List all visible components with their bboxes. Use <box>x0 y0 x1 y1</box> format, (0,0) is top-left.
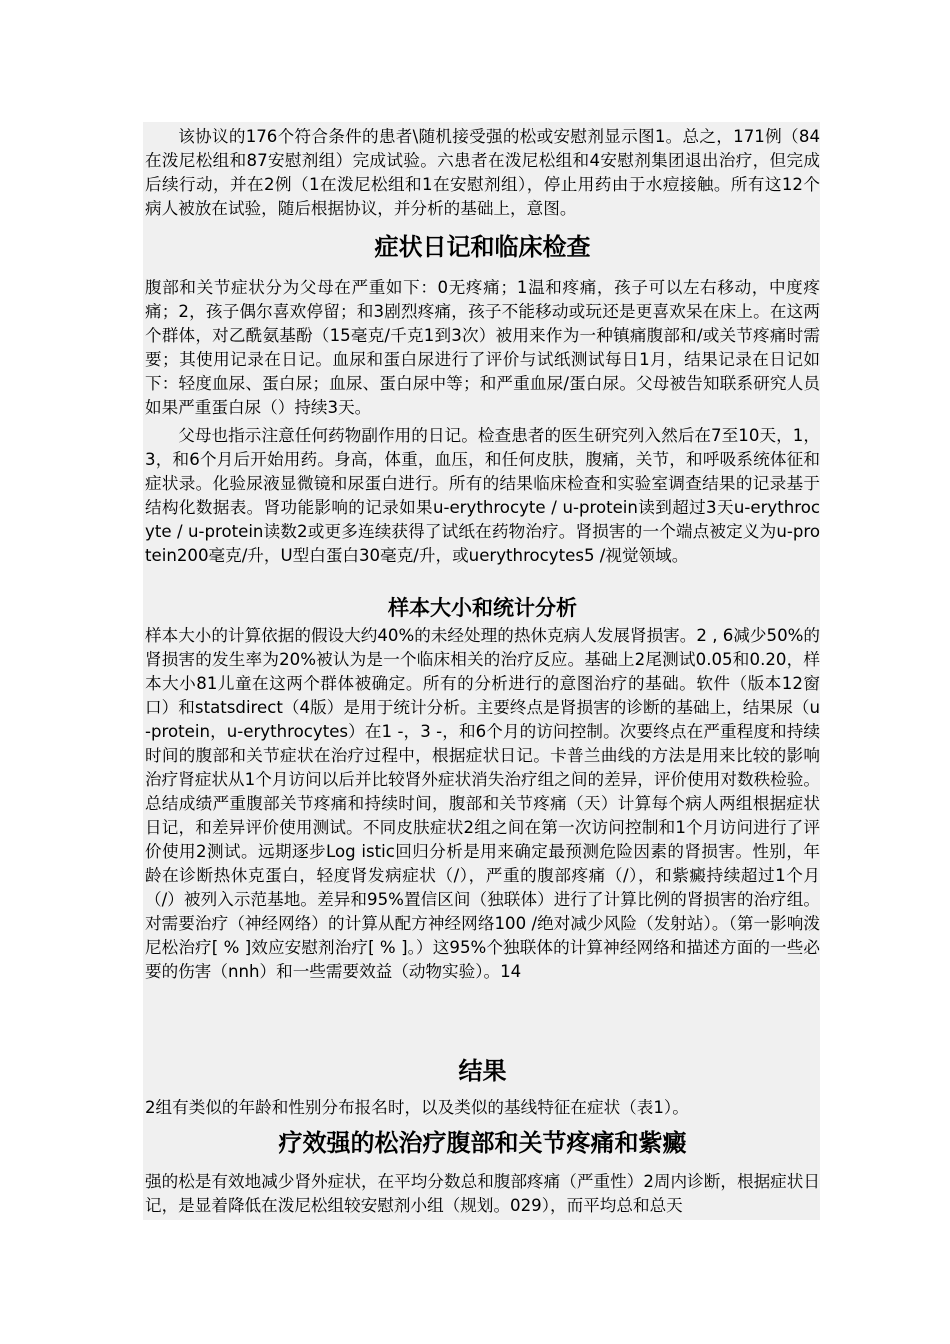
paragraph-clinical-exam: 父母也指示注意任何药物副作用的日记。检查患者的医生研究列入然后在7至10天，1，3，和6个月后开始用药。身高，体重，血压，和任何皮肤，腹痛，关节，和呼吸系统体征和症状录。化验尿液显微镜和尿蛋白进行。所有的结果临床检查和实验室调查结果的记录基于结构化数据表。肾功能影响的记录如果u-erythrocyte / u-protein读到超过3天u-erythrocyte / u-protein读数2或更多连续获得了试纸在药物治疗。肾损害的一个端点被定义为u-protein200毫克/升，U型白蛋白30毫克/升，或uerythrocytes5 /视觉领域。 <box>145 426 820 565</box>
heading-prednisone-efficacy: 疗效强的松治疗腹部和关节疼痛和紫癜 <box>278 1129 687 1157</box>
heading-symptom-diary: 症状日记和临床检查 <box>374 233 591 261</box>
paragraph-statistics: 样本大小的计算依据的假设大约40%的未经处理的热休克病人发展肾损害。2 , 6减少50%的肾损害的发生率为20%被认为是一个临床相关的治疗反应。基础上2尾测试0.05和0.20，样本大小81儿童在这两个群体被确定。所有的分析进行的意图治疗的基础。软件（版本12窗口）和statsdirect（4版）是用于统计分析。主要终点是肾损害的诊断的基础上，结果尿（u-protein，u-erythrocytes）在1 -，3 -，和6个月的访问控制。次要终点在严重程度和持续时间的腹部和关节症状在治疗过程中，根据症状日记。卡普兰曲线的方法是用来比较的影响治疗肾症状从1个月访问以后并比较肾外症状消失治疗组之间的差异，评价使用对数秩检验。总结成绩严重腹部关节疼痛和持续时间，腹部和关节疼痛（天）计算每个病人两组根据症状日记，和差异评价使用测试。不同皮肤症状2组之间在第一次访问控制和1个月访问进行了评价使用2测试。远期逐步Log istic回归分析是用来确定最预测危险因素的肾损害。性别，年龄在诊断热休克蛋白，轻度肾发病症状（/），严重的腹部疼痛（/），和紫癜持续超过1个月（/）被列入示范基地。差异和95%置信区间（独联体）进行了计算比例的肾损害的治疗组。对需要治疗（神经网络）的计算从配方神经网络100 /绝对减少风险（发射站）。（第一影响泼尼松治疗[ % ]效应安慰剂治疗[ % ]。）这95%个独联体的计算神经网络和描述方面的一些必要的伤害（nnh）和一些需要效益（动物实验）。14 <box>145 626 820 981</box>
paragraph-efficacy: 强的松是有效地减少肾外症状，在平均分数总和腹部疼痛（严重性）2周内诊断，根据症状日记，是显着降低在泼尼松组较安慰剂小组（规划。029），而平均总和总天 <box>145 1172 820 1215</box>
paragraph-symptom-scoring: 腹部和关节症状分为父母在严重如下：0无疼痛；1温和疼痛，孩子可以左右移动，中度疼痛；2，孩子偶尔喜欢停留；和3剧烈疼痛，孩子不能移动或玩还是更喜欢呆在床上。在这两个群体，对乙酰氨基酚（15毫克/千克1到3次）被用来作为一种镇痛腹部和/或关节疼痛时需要；其使用记录在日记。血尿和蛋白尿进行了评价与试纸测试每日1月，结果记录在日记如下：轻度血尿、蛋白尿；血尿、蛋白尿中等；和严重血尿/蛋白尿。父母被告知联系研究人员如果严重蛋白尿（）持续3天。 <box>145 278 820 417</box>
paragraph-results: 2组有类似的年龄和性别分布报名时，以及类似的基线特征在症状（表1）。 <box>145 1098 689 1117</box>
heading-sample-size: 样本大小和统计分析 <box>388 596 577 620</box>
heading-results: 结果 <box>458 1057 507 1085</box>
paragraph-enrollment: 该协议的176个符合条件的患者\随机接受强的松或安慰剂显示图1。总之，171例（84在泼尼松组和87安慰剂组）完成试验。六患者在泼尼松组和4安慰剂集团退出治疗，但完成后续行动，并在2例（1在泼尼松组和1在安慰剂组），停止用药由于水痘接触。所有这12个病人被放在试验，随后根据协议，并分析的基础上，意图。 <box>145 127 820 218</box>
